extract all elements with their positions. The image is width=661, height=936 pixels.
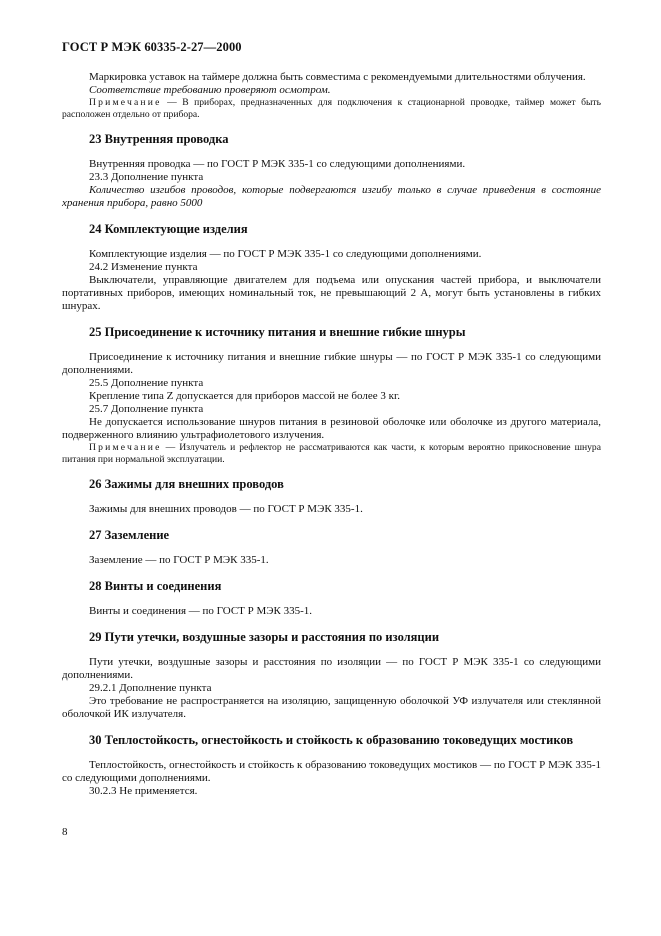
section-27-text: Заземление — по ГОСТ Р МЭК 335-1.: [89, 554, 269, 566]
note-text: — В приборах, предназначенных для подключения к стационарной проводке, таймер может быть расположен отдельно от прибора.: [62, 97, 601, 120]
section-26-title: 26 Зажимы для внешних проводов: [89, 477, 284, 491]
section-30-text: Теплостойкость, огнестойкость и стойкость к образованию токоведущих мостиков — по ГОСТ Р МЭК 335-1 со следующими дополнениями.: [62, 759, 601, 784]
section-23-italic: Количество изгибов проводов, которые подвергаются изгибу только в случае приведения в состояние хранения прибора, равно 5000: [62, 184, 601, 209]
section-24-text: Комплектующие изделия — по ГОСТ Р МЭК 335-1 со следующими дополнениями.: [89, 248, 482, 260]
intro-compliance: Соответствие требованию проверяют осмотром.: [89, 84, 331, 96]
section-25-note: [62, 442, 601, 465]
section-25-title: 25 Присоединение к источнику питания и внешние гибкие шнуры: [89, 325, 466, 339]
section-25-text: Присоединение к источнику питания и внешние гибкие шнуры — по ГОСТ Р МЭК 335-1 со следующими дополнениями.: [62, 351, 601, 376]
note-text: — Излучатель и рефлектор не рассматриваются как части, к которым вероятно прикосновение шнура питания при нормальной эксплуатации.: [62, 442, 601, 465]
section-25-clause-2: 25.7 Дополнение пункта: [89, 403, 204, 415]
section-29-text: Пути утечки, воздушные зазоры и расстояния по изоляции — по ГОСТ Р МЭК 335-1 со следующими дополнениями.: [62, 656, 601, 681]
document-page: [62, 40, 601, 798]
section-25-clause-1: 25.5 Дополнение пункта: [89, 377, 204, 389]
section-30-clause: 30.2.3 Не применяется.: [89, 785, 198, 797]
section-25-body-1: Крепление типа Z допускается для приборов массой не более 3 кг.: [89, 390, 400, 402]
intro-note: [62, 97, 601, 120]
section-25-body-2: Не допускается использование шнуров питания в резиновой оболочке или оболочке из другого материала, подверженного влиянию ультрафиолетового излучения.: [62, 416, 601, 441]
section-29-clause: 29.2.1 Дополнение пункта: [89, 682, 212, 694]
section-28-title: 28 Винты и соединения: [89, 579, 222, 593]
section-24-clause: 24.2 Изменение пункта: [89, 261, 198, 273]
section-30-title: 30 Теплостойкость, огнестойкость и стойкость к образованию токоведущих мостиков: [89, 733, 574, 747]
document-header: ГОСТ Р МЭК 60335-2-27—2000: [62, 40, 242, 54]
section-23-clause: 23.3 Дополнение пункта: [89, 171, 204, 183]
section-26-text: Зажимы для внешних проводов — по ГОСТ Р МЭК 335-1.: [89, 503, 363, 515]
section-24-title: 24 Комплектующие изделия: [89, 222, 248, 236]
section-29-body: Это требование не распространяется на изоляцию, защищенную оболочкой УФ излучателя или стеклянной оболочкой ИК излучателя.: [62, 695, 601, 720]
note-label: Примечание: [89, 442, 162, 453]
page-number: 8: [62, 826, 68, 838]
note-label: Примечание: [89, 97, 162, 108]
section-29-title: 29 Пути утечки, воздушные зазоры и расстояния по изоляции: [89, 630, 440, 644]
section-28-text: Винты и соединения — по ГОСТ Р МЭК 335-1.: [89, 605, 313, 617]
section-23-text: Внутренняя проводка — по ГОСТ Р МЭК 335-1 со следующими дополнениями.: [89, 158, 466, 170]
section-24-body: Выключатели, управляющие двигателем для подъема или опускания частей прибора, и выключатели портативных приборов, имеющих номинальный ток, не превышающий 2 А, могут быть установлены в гибких шнурах.: [62, 274, 601, 312]
section-27-title: 27 Заземление: [89, 528, 170, 542]
section-23-title: 23 Внутренняя проводка: [89, 132, 229, 146]
intro-paragraph: Маркировка уставок на таймере должна быть совместима с рекомендуемыми длительностями облучения.: [89, 71, 586, 83]
